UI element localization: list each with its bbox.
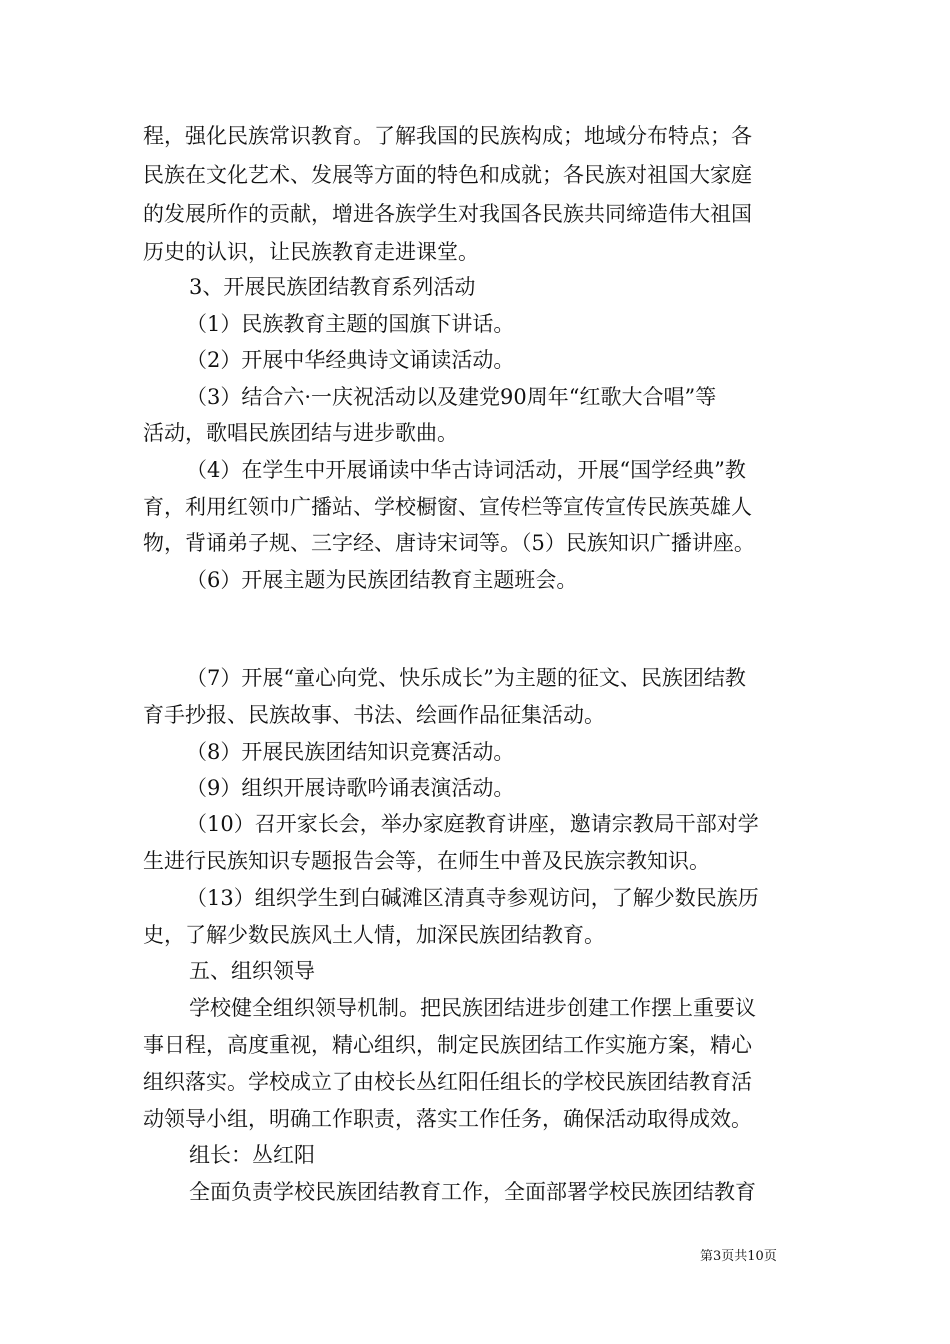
list-item: （2）开展中华经典诗文诵读活动。 bbox=[186, 348, 515, 372]
list-item: （7）开展“童心向党、快乐成长”为主题的征文、民族团结教 bbox=[186, 666, 746, 690]
text-line: 动领导小组，明确工作职责，落实工作任务，确保活动取得成效。 bbox=[143, 1107, 752, 1131]
text-line: 学校健全组织领导机制。把民族团结进步创建工作摆上重要议 bbox=[189, 996, 756, 1020]
text-line: 育手抄报、民族故事、书法、绘画作品征集活动。 bbox=[143, 703, 605, 727]
page-number: 第3页共10页 bbox=[700, 1249, 777, 1264]
text-line: 程，强化民族常识教育。了解我国的民族构成；地域分布特点；各 bbox=[143, 124, 752, 148]
list-item: （6）开展主题为民族团结教育主题班会。 bbox=[186, 568, 578, 592]
text-line: 生进行民族知识专题报告会等，在师生中普及民族宗教知识。 bbox=[143, 849, 710, 873]
text-line: 组织落实。学校成立了由校长丛红阳任组长的学校民族团结教育活 bbox=[143, 1070, 752, 1094]
list-item: （10）召开家长会，举办家庭教育讲座，邀请宗教局干部对学 bbox=[186, 812, 759, 836]
list-item: （3）结合六·一庆祝活动以及建党90周年“红歌大合唱”等 bbox=[186, 385, 717, 409]
text-line: 历史的认识，让民族教育走进课堂。 bbox=[143, 240, 479, 264]
text-line: 民族在文化艺术、发展等方面的特色和成就；各民族对祖国大家庭 bbox=[143, 163, 752, 187]
section-heading: 五、组织领导 bbox=[189, 959, 315, 983]
text-line: 活动，歌唱民族团结与进步歌曲。 bbox=[143, 421, 458, 445]
text-line: 组长：丛红阳 bbox=[189, 1143, 315, 1167]
text-line: 的发展所作的贡献，增进各族学生对我国各民族共同缔造伟大祖国 bbox=[143, 202, 752, 226]
text-line: 史，了解少数民族风土人情，加深民族团结教育。 bbox=[143, 923, 605, 947]
text-line: 事日程，高度重视，精心组织，制定民族团结工作实施方案，精心 bbox=[143, 1033, 752, 1057]
list-item: （4）在学生中开展诵读中华古诗词活动，开展“国学经典”教 bbox=[186, 458, 746, 482]
list-item: （9）组织开展诗歌吟诵表演活动。 bbox=[186, 776, 515, 800]
list-item: （8）开展民族团结知识竞赛活动。 bbox=[186, 740, 515, 764]
section-heading: 3、开展民族团结教育系列活动 bbox=[189, 275, 476, 299]
text-line: 物，背诵弟子规、三字经、唐诗宋词等。（5）民族知识广播讲座。 bbox=[143, 531, 755, 555]
list-item: （13）组织学生到白碱滩区清真寺参观访问，了解少数民族历 bbox=[186, 886, 759, 910]
list-item: （1）民族教育主题的国旗下讲话。 bbox=[186, 312, 515, 336]
text-line: 全面负责学校民族团结教育工作，全面部署学校民族团结教育 bbox=[189, 1180, 756, 1204]
text-line: 育，利用红领巾广播站、学校橱窗、宣传栏等宣传宣传民族英雄人 bbox=[143, 495, 752, 519]
